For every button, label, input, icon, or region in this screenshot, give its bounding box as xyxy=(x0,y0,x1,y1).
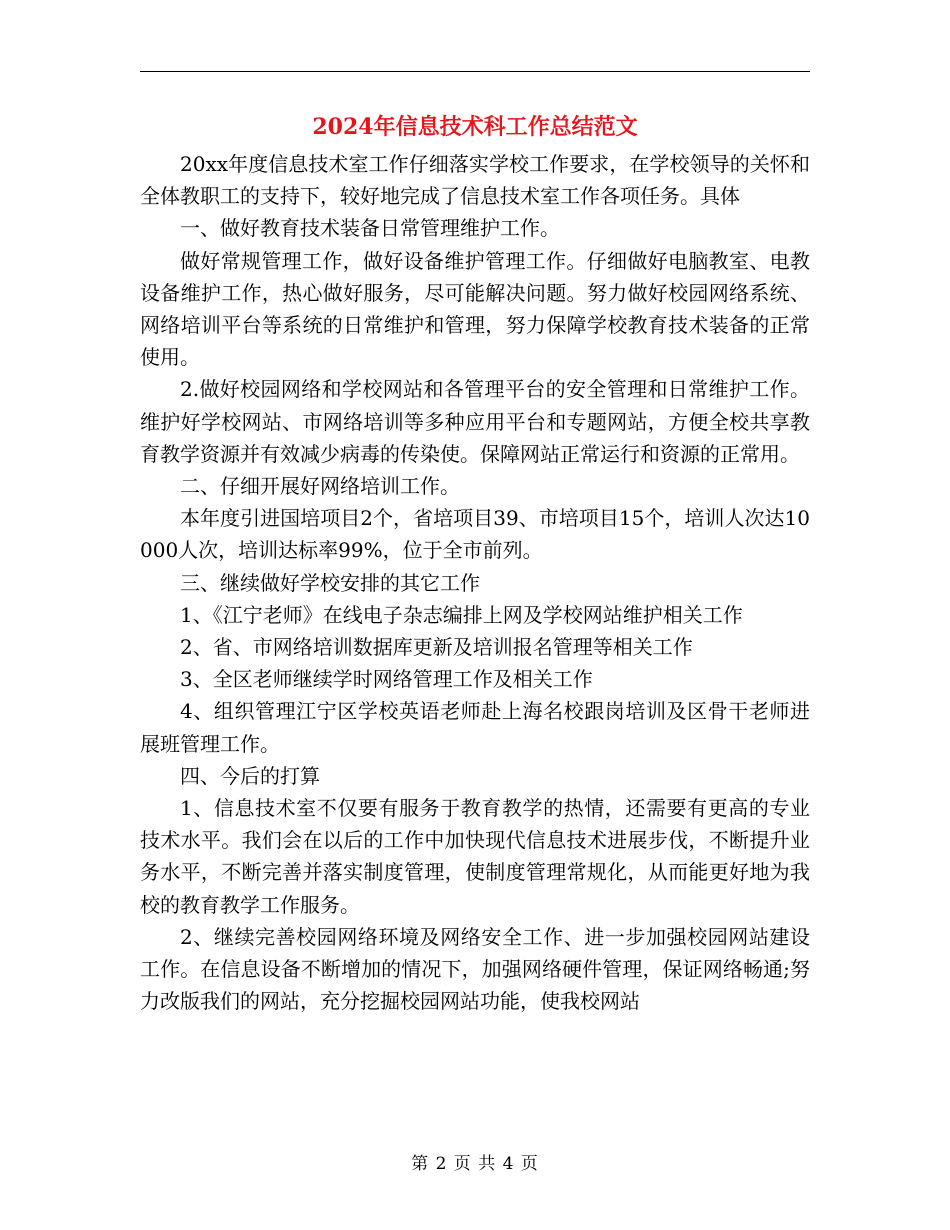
document-title: 2024年信息技术科工作总结范文 xyxy=(312,114,638,140)
document-body xyxy=(140,148,810,1017)
page-number-footer: 第 2 页 共 4 页 xyxy=(411,1154,539,1174)
paragraph-training-stats: 本年度引进国培项目2个，省培项目39、市培项目15个，培训人次达10000人次，培训达标率99%，位于全市前列。 xyxy=(140,506,810,563)
header-rule xyxy=(140,71,810,72)
list-item-2: 2、省、市网络培训数据库更新及培训报名管理等相关工作 xyxy=(180,635,693,660)
section-heading-1: 一、做好教育技术装备日常管理维护工作。 xyxy=(180,216,560,241)
list-item-3: 3、全区老师继续学时网络管理工作及相关工作 xyxy=(180,667,593,692)
section-heading-3: 三、继续做好学校安排的其它工作 xyxy=(180,570,480,595)
paragraph-intro: 20xx年度信息技术室工作仔细落实学校工作要求，在学校领导的关怀和全体教职工的支持下，较好地完成了信息技术室工作各项任务。具体 xyxy=(140,152,810,209)
section-heading-2: 二、仔细开展好网络培训工作。 xyxy=(180,474,460,499)
plan-item-1: 1、信息技术室不仅要有服务于教育教学的热情，还需要有更高的专业技术水平。我们会在以后的工作中加快现代信息技术进展步伐，不断提升业务水平，不断完善并落实制度管理，使制度管理常规化，从而能更好地为我校的教育教学工作服务。 xyxy=(140,796,810,917)
list-item-1: 1、《江宁老师》在线电子杂志编排上网及学校网站维护相关工作 xyxy=(180,602,743,627)
list-item-4: 4、组织管理江宁区学校英语老师赴上海名校跟岗培训及区骨干老师进展班管理工作。 xyxy=(140,699,810,756)
plan-item-2: 2、继续完善校园网络环境及网络安全工作、进一步加强校园网站建设工作。在信息设备不断增加的情况下，加强网络硬件管理，保证网络畅通;努力改版我们的网站，充分挖掘校园网站功能，使我校网站 xyxy=(140,924,810,1014)
paragraph-network-security: 2.做好校园网络和学校网站和各管理平台的安全管理和日常维护工作。维护好学校网站、市网络培训等多种应用平台和专题网站，方便全校共享教育教学资源并有效减少病毒的传染使。保障网站正常运行和资源的正常用。 xyxy=(140,377,810,466)
section-heading-4: 四、今后的打算 xyxy=(180,763,320,788)
paragraph-routine-maintenance: 做好常规管理工作，做好设备维护管理工作。仔细做好电脑教室、电教设备维护工作，热心做好服务，尽可能解决问题。努力做好校园网络系统、网络培训平台等系统的日常维护和管理，努力保障学校教育技术装备的正常使用。 xyxy=(140,248,810,370)
